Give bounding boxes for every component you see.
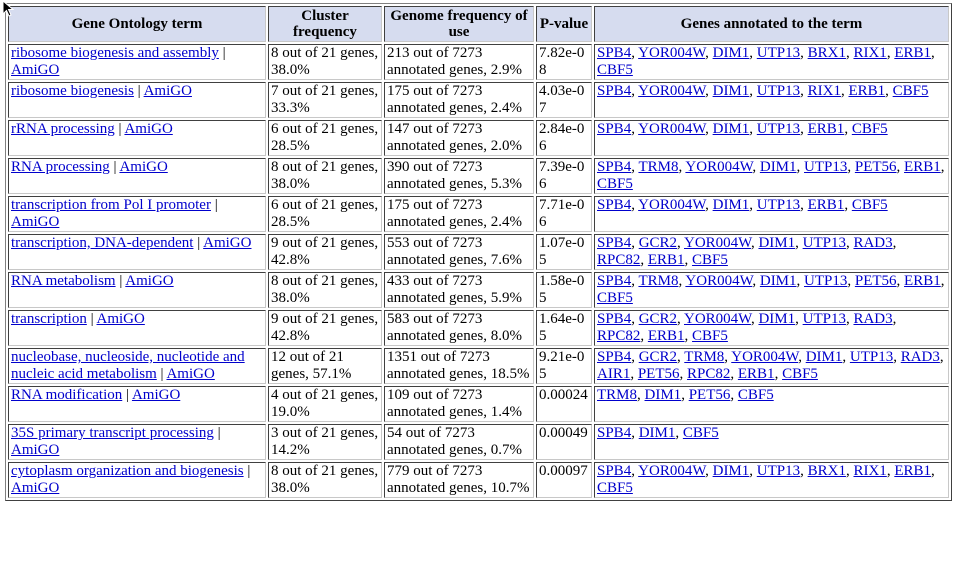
gene-link[interactable]: SPB4 [597, 159, 632, 175]
table-header-row [8, 6, 949, 42]
amigo-link[interactable]: AmiGO [11, 480, 60, 496]
separator: | [86, 311, 97, 327]
gene-link[interactable]: SPB4 [597, 45, 632, 61]
p-value-cell: 1.07e-05 [536, 234, 592, 270]
gene-link[interactable]: CBF5 [737, 387, 774, 403]
genome-frequency-cell: 54 out of 7273 annotated genes, 0.7% [384, 424, 534, 460]
genes-cell: SPB4, GCR2, YOR004W, DIM1, UTP13, RAD3, RPC82, ERB1, CBF5 [594, 310, 949, 346]
gene-link[interactable]: CBF5 [597, 62, 633, 78]
go-term-link[interactable]: RNA processing [11, 159, 110, 175]
amigo-link[interactable]: AmiGO [203, 235, 252, 251]
cluster-frequency-cell: 8 out of 21 genes, 38.0% [268, 158, 382, 194]
gene-link[interactable]: UTP13 [756, 121, 801, 137]
cluster-frequency-cell: 8 out of 21 genes, 38.0% [268, 44, 382, 80]
gene-link[interactable]: PET56 [637, 366, 680, 382]
gene-link[interactable]: UTP13 [756, 45, 801, 61]
go-term-cell [8, 386, 266, 422]
cluster-frequency-cell: 6 out of 21 genes, 28.5% [268, 120, 382, 156]
cluster-frequency-cell: 3 out of 21 genes, 14.2% [268, 424, 382, 460]
gene-link[interactable]: DIM1 [644, 387, 682, 403]
cluster-frequency-cell: 6 out of 21 genes, 28.5% [268, 196, 382, 232]
gene-link[interactable]: DIM1 [712, 463, 750, 479]
p-value-cell: 4.03e-07 [536, 82, 592, 118]
amigo-link[interactable]: AmiGO [119, 159, 168, 175]
go-term-link[interactable]: cytoplasm organization and biogenesis [11, 463, 244, 479]
table-row [8, 196, 949, 232]
gene-link[interactable]: SPB4 [597, 235, 632, 251]
gene-link[interactable]: RAD3 [853, 235, 893, 251]
gene-link[interactable]: CBF5 [851, 197, 888, 213]
gene-link[interactable]: YOR004W [685, 159, 753, 175]
go-term-link[interactable]: rRNA processing [11, 121, 115, 137]
go-term-cell [8, 348, 266, 384]
gene-link[interactable]: RPC82 [597, 252, 641, 268]
amigo-link[interactable]: AmiGO [125, 273, 174, 289]
p-value-cell: 0.00097 [536, 462, 592, 498]
gene-link[interactable]: PET56 [854, 273, 897, 289]
table-row [8, 82, 949, 118]
gene-link[interactable]: SPB4 [597, 273, 632, 289]
gene-link[interactable]: YOR004W [638, 197, 706, 213]
separator: | [114, 121, 125, 137]
separator: | [210, 197, 218, 213]
gene-link[interactable]: YOR004W [685, 273, 753, 289]
gene-link[interactable]: ERB1 [807, 121, 845, 137]
gene-link[interactable]: RAD3 [853, 311, 893, 327]
separator: | [193, 235, 204, 251]
gene-link[interactable]: AIR1 [597, 366, 631, 382]
go-term-cell [8, 196, 266, 232]
gene-link[interactable]: YOR004W [638, 45, 706, 61]
amigo-link[interactable]: AmiGO [11, 442, 60, 458]
gene-link[interactable]: ERB1 [904, 273, 941, 289]
gene-link[interactable]: ERB1 [807, 197, 845, 213]
gene-link[interactable]: CBF5 [597, 176, 633, 192]
amigo-link[interactable]: AmiGO [124, 121, 173, 137]
amigo-link[interactable]: AmiGO [131, 387, 181, 403]
p-value-cell: 9.21e-05 [536, 348, 592, 384]
amigo-link[interactable]: AmiGO [11, 62, 60, 78]
gene-link[interactable]: DIM1 [759, 159, 797, 175]
gene-link[interactable]: ERB1 [904, 159, 941, 175]
gene-link[interactable]: YOR004W [638, 121, 706, 137]
gene-link[interactable]: DIM1 [712, 121, 750, 137]
amigo-link[interactable]: AmiGO [11, 214, 60, 230]
amigo-link[interactable]: AmiGO [166, 366, 215, 382]
cluster-frequency-cell: 8 out of 21 genes, 38.0% [268, 272, 382, 308]
gene-link[interactable]: TRM8 [638, 273, 679, 289]
p-value-cell: 0.00024 [536, 386, 592, 422]
gene-link[interactable]: DIM1 [712, 83, 750, 99]
separator: | [133, 83, 144, 99]
gene-link[interactable]: UTP13 [804, 159, 848, 175]
go-term-cell [8, 272, 266, 308]
p-value-cell: 1.58e-05 [536, 272, 592, 308]
p-value-cell: 7.71e-06 [536, 196, 592, 232]
mouse-pointer-icon [2, 0, 16, 18]
genome-frequency-cell: 213 out of 7273 annotated genes, 2.9% [384, 44, 534, 80]
header-go-term: Gene Ontology term [8, 6, 266, 42]
cluster-frequency-cell: 12 out of 21 genes, 57.1% [268, 348, 382, 384]
gene-link[interactable]: RPC82 [597, 328, 641, 344]
gene-link[interactable]: CBF5 [892, 83, 929, 99]
cluster-frequency-cell: 8 out of 21 genes, 38.0% [268, 462, 382, 498]
gene-link[interactable]: CBF5 [782, 366, 818, 382]
go-term-link[interactable]: 35S primary transcript processing [11, 425, 214, 441]
p-value-cell: 2.84e-06 [536, 120, 592, 156]
gene-link[interactable]: DIM1 [712, 197, 750, 213]
gene-link[interactable]: BRX1 [807, 45, 846, 61]
table-row [8, 386, 949, 422]
p-value-cell: 0.00049 [536, 424, 592, 460]
gene-link[interactable]: YOR004W [684, 311, 751, 327]
cluster-frequency-cell: 4 out of 21 genes, 19.0% [268, 386, 382, 422]
gene-link[interactable]: ERB1 [737, 366, 775, 382]
table-row [8, 44, 949, 80]
gene-link[interactable]: RIX1 [807, 83, 841, 99]
gene-link[interactable]: CBF5 [682, 425, 719, 441]
gene-link[interactable]: TRM8 [638, 159, 679, 175]
cluster-frequency-cell: 7 out of 21 genes, 33.3% [268, 82, 382, 118]
gene-link[interactable]: TRM8 [597, 387, 638, 403]
go-term-link[interactable]: ribosome biogenesis [11, 83, 134, 99]
gene-link[interactable]: YOR004W [684, 235, 751, 251]
header-p-value: P-value [536, 6, 592, 42]
gene-link[interactable]: PET56 [854, 159, 897, 175]
gene-link[interactable]: DIM1 [638, 425, 676, 441]
go-term-cell [8, 310, 266, 346]
genes-cell: SPB4, DIM1, CBF5 [594, 424, 949, 460]
go-term-link[interactable]: transcription from Pol I promoter [11, 197, 211, 213]
gene-link[interactable]: PET56 [688, 387, 731, 403]
genes-cell: SPB4, TRM8, YOR004W, DIM1, UTP13, PET56, ERB1, CBF5 [594, 272, 949, 308]
go-term-cell [8, 424, 266, 460]
header-genes-annotated: Genes annotated to the term [594, 6, 949, 42]
genome-frequency-cell: 779 out of 7273 annotated genes, 10.7% [384, 462, 534, 498]
table-row [8, 158, 949, 194]
genes-cell: SPB4, YOR004W, DIM1, UTP13, BRX1, RIX1, ERB1, CBF5 [594, 44, 949, 80]
gene-link[interactable]: RAD3 [900, 349, 940, 365]
gene-link[interactable]: CBF5 [597, 290, 633, 306]
gene-link[interactable]: DIM1 [759, 273, 797, 289]
separator: | [218, 45, 226, 61]
table-row [8, 424, 949, 460]
p-value-cell: 7.39e-06 [536, 158, 592, 194]
separator: | [213, 425, 221, 441]
gene-link[interactable]: UTP13 [802, 311, 846, 327]
gene-link[interactable]: YOR004W [638, 83, 706, 99]
gene-link[interactable]: ERB1 [647, 328, 685, 344]
go-term-link[interactable]: transcription [11, 311, 87, 327]
gene-link[interactable]: CBF5 [692, 328, 728, 344]
genes-cell: SPB4, GCR2, TRM8, YOR004W, DIM1, UTP13, RAD3, AIR1, PET56, RPC82, ERB1, CBF5 [594, 348, 949, 384]
genes-cell: SPB4, YOR004W, DIM1, UTP13, BRX1, RIX1, ERB1, CBF5 [594, 462, 949, 498]
p-value-cell: 7.82e-08 [536, 44, 592, 80]
gene-link[interactable]: ERB1 [848, 83, 886, 99]
go-term-link[interactable]: RNA modification [11, 387, 123, 403]
separator: | [122, 387, 132, 403]
genome-frequency-cell: 433 out of 7273 annotated genes, 5.9% [384, 272, 534, 308]
gene-link[interactable]: GCR2 [638, 311, 678, 327]
header-genome-frequency: Genome frequency of use [384, 6, 534, 42]
gene-link[interactable]: SPB4 [597, 311, 632, 327]
amigo-link[interactable]: AmiGO [143, 83, 192, 99]
genome-frequency-cell: 1351 out of 7273 annotated genes, 18.5% [384, 348, 534, 384]
gene-link[interactable]: UTP13 [849, 349, 894, 365]
separator: | [109, 159, 120, 175]
go-term-cell [8, 158, 266, 194]
genes-cell: SPB4, YOR004W, DIM1, UTP13, RIX1, ERB1, CBF5 [594, 82, 949, 118]
genome-frequency-cell: 175 out of 7273 annotated genes, 2.4% [384, 196, 534, 232]
go-term-cell [8, 120, 266, 156]
gene-link[interactable]: UTP13 [756, 197, 801, 213]
genome-frequency-cell: 175 out of 7273 annotated genes, 2.4% [384, 82, 534, 118]
go-term-cell [8, 234, 266, 270]
cluster-frequency-cell: 9 out of 21 genes, 42.8% [268, 310, 382, 346]
genes-cell: SPB4, TRM8, YOR004W, DIM1, UTP13, PET56, ERB1, CBF5 [594, 158, 949, 194]
genes-cell: SPB4, YOR004W, DIM1, UTP13, ERB1, CBF5 [594, 120, 949, 156]
gene-link[interactable]: YOR004W [731, 349, 799, 365]
gene-link[interactable]: UTP13 [756, 463, 801, 479]
amigo-link[interactable]: AmiGO [96, 311, 145, 327]
gene-link[interactable]: DIM1 [758, 235, 796, 251]
separator: | [243, 463, 251, 479]
gene-link[interactable]: DIM1 [712, 45, 750, 61]
genome-frequency-cell: 390 out of 7273 annotated genes, 5.3% [384, 158, 534, 194]
genes-cell: TRM8, DIM1, PET56, CBF5 [594, 386, 949, 422]
gene-link[interactable]: ERB1 [894, 463, 931, 479]
genome-frequency-cell: 147 out of 7273 annotated genes, 2.0% [384, 120, 534, 156]
gene-link[interactable]: ERB1 [647, 252, 685, 268]
gene-link[interactable]: BRX1 [807, 463, 846, 479]
p-value-cell: 1.64e-05 [536, 310, 592, 346]
table-row [8, 348, 949, 384]
gene-link[interactable]: SPB4 [597, 121, 632, 137]
gene-link[interactable]: ERB1 [894, 45, 931, 61]
gene-link[interactable]: UTP13 [804, 273, 848, 289]
genome-frequency-cell: 109 out of 7273 annotated genes, 1.4% [384, 386, 534, 422]
gene-link[interactable]: GCR2 [638, 349, 678, 365]
genome-frequency-cell: 583 out of 7273 annotated genes, 8.0% [384, 310, 534, 346]
table-row [8, 310, 949, 346]
gene-link[interactable]: CBF5 [692, 252, 728, 268]
gene-link[interactable]: RIX1 [853, 45, 887, 61]
table-row [8, 272, 949, 308]
gene-link[interactable]: SPB4 [597, 83, 632, 99]
header-cluster-frequency: Cluster frequency [268, 6, 382, 42]
gene-link[interactable]: SPB4 [597, 349, 632, 365]
go-term-link[interactable]: RNA metabolism [11, 273, 116, 289]
gene-link[interactable]: CBF5 [851, 121, 888, 137]
gene-link[interactable]: UTP13 [756, 83, 801, 99]
gene-link[interactable]: GCR2 [638, 235, 678, 251]
gene-link[interactable]: SPB4 [597, 425, 632, 441]
go-term-cell [8, 44, 266, 80]
gene-link[interactable]: DIM1 [805, 349, 843, 365]
gene-link[interactable]: YOR004W [638, 463, 706, 479]
genes-cell: SPB4, GCR2, YOR004W, DIM1, UTP13, RAD3, RPC82, ERB1, CBF5 [594, 234, 949, 270]
gene-link[interactable]: SPB4 [597, 463, 632, 479]
gene-link[interactable]: RPC82 [687, 366, 731, 382]
go-term-link[interactable]: ribosome biogenesis and assembly [11, 45, 219, 61]
genome-frequency-cell: 553 out of 7273 annotated genes, 7.6% [384, 234, 534, 270]
gene-link[interactable]: SPB4 [597, 197, 632, 213]
table-row [8, 120, 949, 156]
gene-link[interactable]: RIX1 [853, 463, 887, 479]
gene-link[interactable]: CBF5 [597, 480, 633, 496]
table-row [8, 234, 949, 270]
gene-link[interactable]: TRM8 [684, 349, 725, 365]
separator: | [115, 273, 126, 289]
gene-link[interactable]: DIM1 [758, 311, 796, 327]
cluster-frequency-cell: 9 out of 21 genes, 42.8% [268, 234, 382, 270]
go-term-link[interactable]: nucleobase, nucleoside, nucleotide and nucleic acid metabolism [11, 349, 245, 382]
separator: | [156, 366, 167, 382]
go-results-table [5, 3, 952, 501]
go-term-cell [8, 462, 266, 498]
go-term-cell [8, 82, 266, 118]
go-term-link[interactable]: transcription, DNA-dependent [11, 235, 194, 251]
gene-link[interactable]: UTP13 [802, 235, 846, 251]
genes-cell: SPB4, YOR004W, DIM1, UTP13, ERB1, CBF5 [594, 196, 949, 232]
table-row [8, 462, 949, 498]
